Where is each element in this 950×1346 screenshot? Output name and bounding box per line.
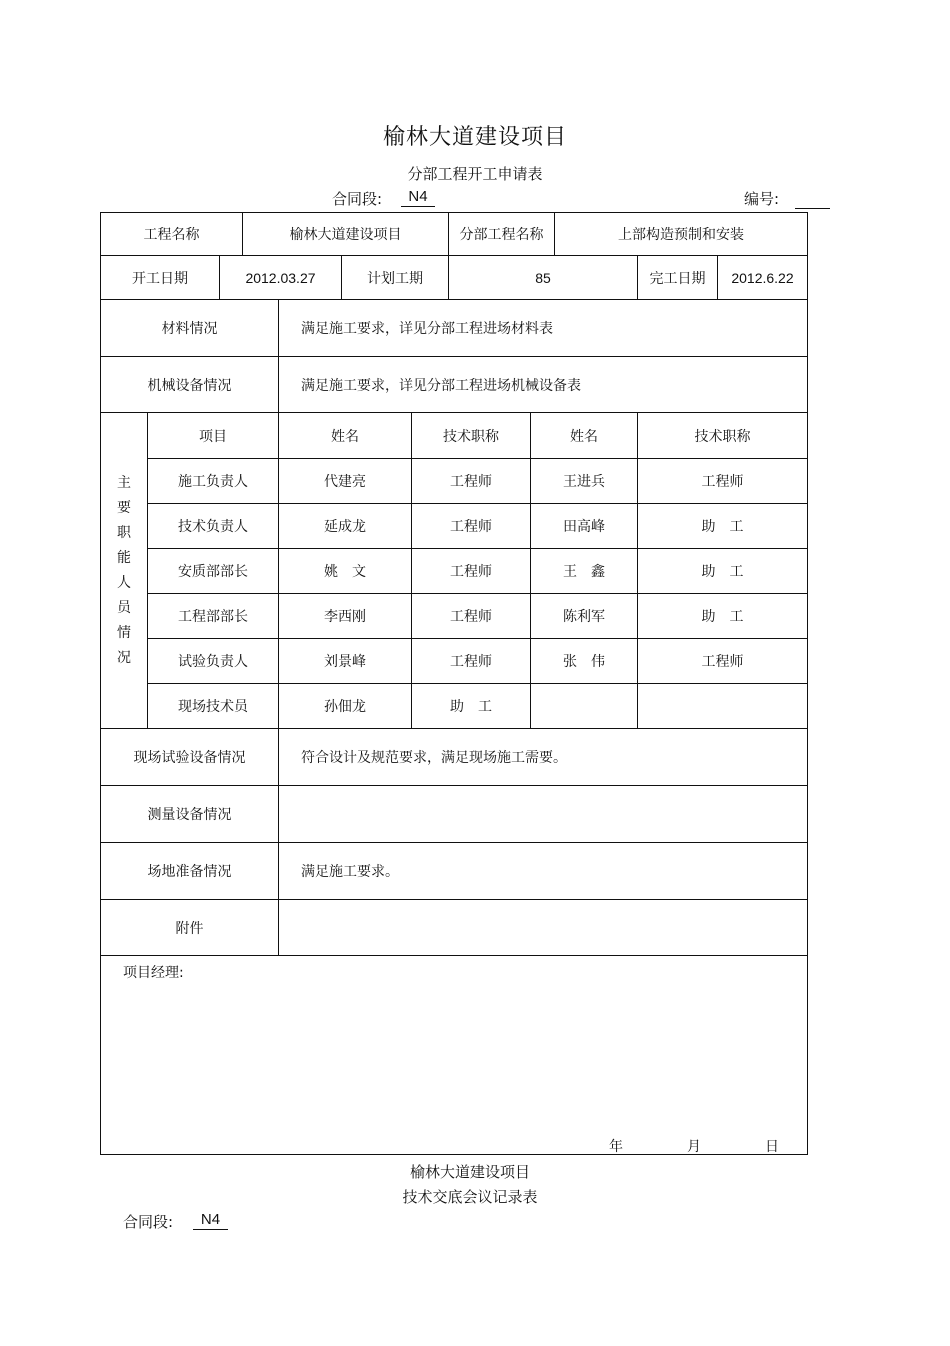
staff-name-2: 王进兵: [531, 459, 638, 504]
material-label: 材料情况: [101, 300, 279, 357]
signature-row: [101, 956, 808, 1155]
project-name: 榆林大道建设项目: [243, 213, 449, 256]
site-label: 场地准备情况: [101, 843, 279, 900]
material-value: 满足施工要求，详见分部工程进场材料表: [279, 300, 808, 357]
attachment-row: [101, 900, 808, 956]
machinery-row: [101, 357, 808, 413]
end-date: 2012.6.22: [718, 256, 808, 300]
staff-row: [101, 459, 808, 504]
manager-label: 项目经理:: [123, 965, 184, 981]
staff-row: [101, 639, 808, 684]
attachment-label: 附件: [101, 900, 279, 956]
year-label: 年: [609, 1139, 623, 1155]
staff-title: 工程师: [412, 459, 531, 504]
staff-role: 工程部部长: [148, 594, 279, 639]
staff-header-title: 技术职称: [412, 413, 531, 459]
staff-row: [101, 504, 808, 549]
staff-title: 工程师: [412, 594, 531, 639]
staff-role: 施工负责人: [148, 459, 279, 504]
staff-title-2: 助 工: [638, 594, 808, 639]
staff-title: 工程师: [412, 549, 531, 594]
material-row: [101, 300, 808, 357]
end-date-label: 完工日期: [638, 256, 718, 300]
staff-title-2: 工程师: [638, 639, 808, 684]
staff-header-name: 姓名: [279, 413, 412, 459]
staff-title-2: 助 工: [638, 504, 808, 549]
staff-role: 试验负责人: [148, 639, 279, 684]
project-name-label: 工程名称: [101, 213, 243, 256]
info-row-2: [101, 256, 808, 300]
staff-role: 现场技术员: [148, 684, 279, 729]
staff-title-2: [638, 684, 808, 729]
staff-section-label: 主 要 职 能 人 员 情 况: [101, 413, 148, 729]
number-label: 编号:: [744, 190, 780, 208]
staff-role: 技术负责人: [148, 504, 279, 549]
contract-label: 合同段:: [332, 190, 383, 208]
staff-name-2: [531, 684, 638, 729]
next-form-subtitle: 技术交底会议记录表: [402, 1188, 538, 1206]
month-label: 月: [687, 1139, 701, 1155]
staff-name-2: 陈利军: [531, 594, 638, 639]
staff-row: [101, 549, 808, 594]
staff-title: 助 工: [412, 684, 531, 729]
attachment-value: [279, 900, 808, 956]
contract-value: N4: [401, 188, 435, 207]
manager-signature-area: [101, 956, 808, 1155]
staff-role: 安质部部长: [148, 549, 279, 594]
site-value: 满足施工要求。: [279, 843, 808, 900]
staff-name: 代建亮: [279, 459, 412, 504]
staff-title: 工程师: [412, 639, 531, 684]
next-form-title: 榆林大道建设项目: [409, 1163, 530, 1181]
next-contract-label: 合同段:: [123, 1213, 174, 1231]
staff-name: 刘景峰: [279, 639, 412, 684]
staff-row: [101, 684, 808, 729]
start-date: 2012.03.27: [220, 256, 342, 300]
staff-name: 姚 文: [279, 549, 412, 594]
staff-row: [101, 594, 808, 639]
start-date-label: 开工日期: [101, 256, 220, 300]
staff-header-title-2: 技术职称: [638, 413, 808, 459]
survey-label: 测量设备情况: [101, 786, 279, 843]
test-equipment-value: 符合设计及规范要求，满足现场施工需要。: [279, 729, 808, 786]
sub-project-label: 分部工程名称: [449, 213, 555, 256]
application-form: [100, 212, 808, 1155]
site-row: [101, 843, 808, 900]
staff-header-item: 项目: [148, 413, 279, 459]
staff-header-row: [101, 413, 808, 459]
planned-period-label: 计划工期: [342, 256, 449, 300]
staff-name: 孙佃龙: [279, 684, 412, 729]
planned-period: 85: [449, 256, 638, 300]
staff-header-name-2: 姓名: [531, 413, 638, 459]
staff-title-2: 工程师: [638, 459, 808, 504]
machinery-label: 机械设备情况: [101, 357, 279, 413]
test-equipment-label: 现场试验设备情况: [101, 729, 279, 786]
machinery-value: 满足施工要求，详见分部工程进场机械设备表: [279, 357, 808, 413]
staff-name: 延成龙: [279, 504, 412, 549]
sub-project-name: 上部构造预制和安装: [555, 213, 808, 256]
page-title: 榆林大道建设项目: [382, 125, 567, 150]
staff-name-2: 张 伟: [531, 639, 638, 684]
survey-value: [279, 786, 808, 843]
survey-row: [101, 786, 808, 843]
next-contract-value: N4: [193, 1211, 228, 1230]
info-row-1: [101, 213, 808, 256]
day-label: 日: [765, 1139, 779, 1155]
staff-name-2: 王 鑫: [531, 549, 638, 594]
staff-title-2: 助 工: [638, 549, 808, 594]
form-subtitle: 分部工程开工申请表: [407, 165, 543, 183]
number-value: [795, 190, 830, 209]
staff-name: 李西刚: [279, 594, 412, 639]
staff-name-2: 田高峰: [531, 504, 638, 549]
test-equipment-row: [101, 729, 808, 786]
staff-title: 工程师: [412, 504, 531, 549]
